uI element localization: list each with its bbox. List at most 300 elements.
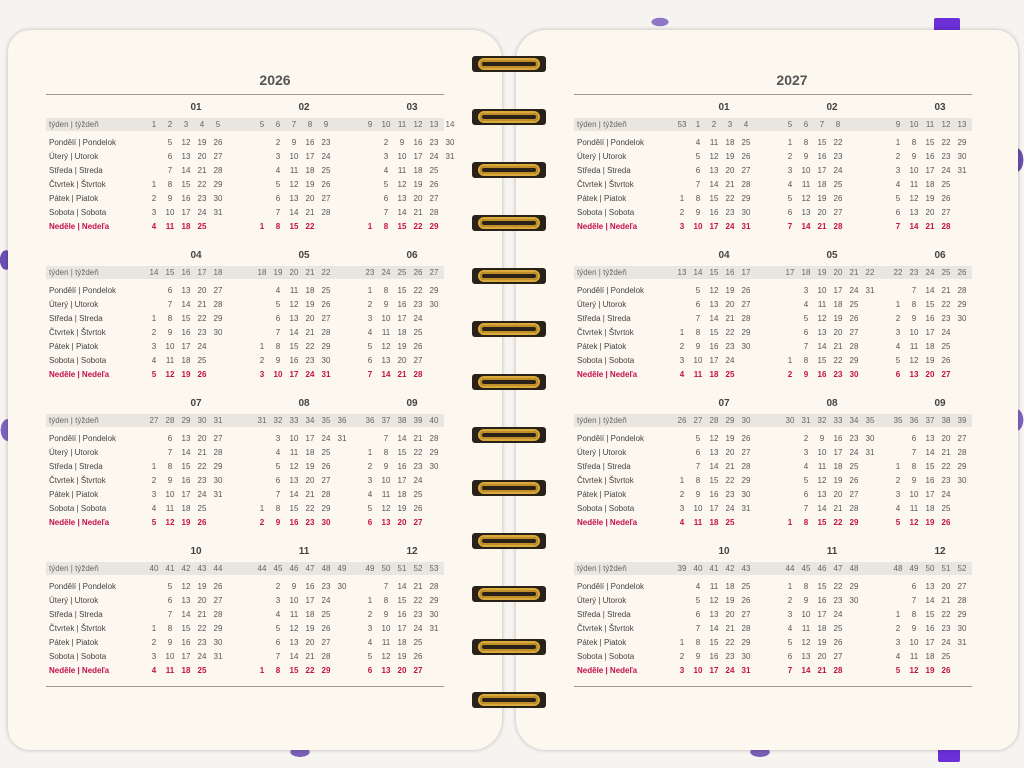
day-cell: 28 — [833, 666, 843, 675]
day-cell: 23 — [725, 208, 735, 217]
day-cell: 23 — [197, 638, 207, 647]
day-cell: 17 — [305, 152, 315, 161]
day-cell: 20 — [197, 152, 207, 161]
day-cell: 18 — [725, 138, 735, 147]
week-number: 31 — [257, 416, 267, 425]
day-cell: 27 — [833, 652, 843, 661]
day-cell: 2 — [787, 152, 793, 161]
day-cell: 7 — [911, 596, 917, 605]
day-cell: 14 — [709, 462, 719, 471]
month-number: 01 — [190, 102, 202, 113]
day-cell: 9 — [399, 138, 405, 147]
day-cell: 19 — [725, 152, 735, 161]
day-cell: 1 — [895, 462, 901, 471]
weekday-label: Pondělí | Pondelok — [577, 286, 645, 295]
week-number: 13 — [957, 120, 967, 129]
quarter-block — [46, 102, 455, 242]
day-cell: 21 — [817, 222, 827, 231]
day-cell: 3 — [275, 596, 281, 605]
week-number: 41 — [165, 564, 175, 573]
day-cell: 12 — [909, 518, 919, 527]
day-cell: 4 — [803, 462, 809, 471]
day-cell: 5 — [787, 638, 793, 647]
week-number: 26 — [413, 268, 423, 277]
day-cell: 14 — [181, 448, 191, 457]
day-cell: 14 — [181, 610, 191, 619]
day-cell: 20 — [925, 370, 935, 379]
week-number: 19 — [817, 268, 827, 277]
week-number: 43 — [741, 564, 751, 573]
binding-ring — [472, 374, 546, 390]
week-number: 30 — [197, 416, 207, 425]
day-cell: 17 — [925, 166, 935, 175]
day-cell: 21 — [725, 462, 735, 471]
week-number: 14 — [693, 268, 703, 277]
day-cell: 14 — [289, 490, 299, 499]
day-cell: 17 — [397, 476, 407, 485]
day-cell: 30 — [337, 582, 347, 591]
day-cell: 13 — [381, 666, 391, 675]
day-cell: 13 — [801, 208, 811, 217]
day-cell: 6 — [787, 208, 793, 217]
day-cell: 7 — [167, 300, 173, 309]
week-number: 33 — [289, 416, 299, 425]
week-number: 21 — [305, 268, 315, 277]
weekday-label: Pátek | Piatok — [577, 194, 627, 203]
weekday-label: Neděle | Nedeľa — [577, 222, 638, 231]
day-cell: 31 — [741, 222, 751, 231]
day-cell: 9 — [695, 342, 701, 351]
day-cell: 6 — [167, 152, 173, 161]
day-cell: 18 — [925, 652, 935, 661]
day-cell: 13 — [909, 370, 919, 379]
day-cell: 24 — [725, 222, 735, 231]
day-cell: 13 — [817, 328, 827, 337]
day-cell: 3 — [679, 222, 685, 231]
day-cell: 12 — [709, 152, 719, 161]
day-cell: 23 — [321, 582, 331, 591]
day-cell: 7 — [787, 666, 793, 675]
day-cell: 13 — [817, 490, 827, 499]
day-cell: 13 — [925, 434, 935, 443]
day-cell: 25 — [741, 138, 751, 147]
week-number: 19 — [273, 268, 283, 277]
day-cell: 4 — [367, 490, 373, 499]
day-cell: 29 — [849, 582, 859, 591]
week-number: 35 — [865, 416, 875, 425]
day-cell: 1 — [367, 222, 373, 231]
weekday-label: Středa | Streda — [49, 166, 103, 175]
day-cell: 28 — [849, 342, 859, 351]
day-cell: 15 — [817, 138, 827, 147]
day-cell: 17 — [925, 328, 935, 337]
day-cell: 8 — [383, 222, 389, 231]
day-cell: 18 — [709, 518, 719, 527]
week-row-label: týden | týždeň — [577, 268, 627, 277]
day-cell: 22 — [197, 624, 207, 633]
binding-ring — [472, 162, 546, 178]
week-number: 9 — [323, 120, 329, 129]
day-cell: 4 — [275, 448, 281, 457]
ring-wire-inner — [480, 325, 538, 333]
week-number: 42 — [725, 564, 735, 573]
day-cell: 8 — [803, 518, 809, 527]
ring-wire-inner — [480, 60, 538, 68]
day-cell: 31 — [213, 652, 223, 661]
week-number: 51 — [397, 564, 407, 573]
day-cell: 22 — [833, 518, 843, 527]
day-cell: 30 — [741, 342, 751, 351]
day-cell: 13 — [181, 286, 191, 295]
day-cell: 28 — [833, 222, 843, 231]
day-cell: 29 — [429, 286, 439, 295]
month-number: 01 — [718, 102, 730, 113]
day-cell: 25 — [725, 370, 735, 379]
weekday-label: Sobota | Sobota — [577, 208, 635, 217]
day-cell: 13 — [289, 476, 299, 485]
week-number: 41 — [709, 564, 719, 573]
day-cell: 30 — [957, 624, 967, 633]
month-number: 10 — [718, 546, 730, 557]
day-cell: 2 — [259, 518, 265, 527]
day-cell: 25 — [725, 518, 735, 527]
day-cell: 23 — [833, 596, 843, 605]
day-cell: 15 — [397, 596, 407, 605]
day-cell: 16 — [305, 138, 315, 147]
day-cell: 3 — [803, 448, 809, 457]
week-row-label: týden | týždeň — [577, 564, 627, 573]
day-cell: 12 — [397, 180, 407, 189]
day-cell: 7 — [787, 222, 793, 231]
week-number: 8 — [307, 120, 313, 129]
day-cell: 11 — [909, 652, 919, 661]
day-cell: 28 — [213, 610, 223, 619]
week-number: 49 — [337, 564, 347, 573]
day-cell: 19 — [725, 596, 735, 605]
day-cell: 7 — [275, 208, 281, 217]
day-cell: 12 — [709, 434, 719, 443]
week-number: 45 — [801, 564, 811, 573]
weekday-label: Pondělí | Pondelok — [577, 138, 645, 147]
day-cell: 27 — [321, 314, 331, 323]
day-cell: 26 — [413, 652, 423, 661]
day-cell: 3 — [895, 638, 901, 647]
weekday-label: Pondělí | Pondelok — [49, 138, 117, 147]
day-cell: 26 — [321, 180, 331, 189]
day-cell: 24 — [941, 490, 951, 499]
week-number: 39 — [677, 564, 687, 573]
day-cell: 27 — [741, 448, 751, 457]
week-number: 35 — [893, 416, 903, 425]
day-cell: 30 — [957, 314, 967, 323]
day-cell: 22 — [197, 180, 207, 189]
day-cell: 12 — [165, 370, 175, 379]
quarter-block — [46, 398, 444, 538]
day-cell: 15 — [817, 518, 827, 527]
day-cell: 9 — [275, 356, 281, 365]
day-cell: 30 — [741, 652, 751, 661]
weekday-label: Neděle | Nedeľa — [49, 666, 110, 675]
day-cell: 3 — [151, 652, 157, 661]
day-cell: 1 — [259, 504, 265, 513]
week-number: 47 — [833, 564, 843, 573]
day-cell: 3 — [151, 342, 157, 351]
day-cell: 26 — [321, 462, 331, 471]
day-cell: 12 — [709, 596, 719, 605]
day-cell: 14 — [801, 666, 811, 675]
day-cell: 23 — [429, 138, 439, 147]
week-number: 18 — [257, 268, 267, 277]
day-cell: 31 — [213, 490, 223, 499]
day-cell: 20 — [305, 314, 315, 323]
year-divider — [46, 94, 444, 95]
day-cell: 19 — [305, 624, 315, 633]
month-number: 12 — [406, 546, 418, 557]
binding-ring — [472, 586, 546, 602]
day-cell: 26 — [197, 518, 207, 527]
week-number: 9 — [367, 120, 373, 129]
day-cell: 20 — [397, 666, 407, 675]
day-cell: 12 — [181, 138, 191, 147]
bottom-divider — [574, 686, 972, 687]
day-cell: 15 — [397, 286, 407, 295]
day-cell: 3 — [259, 370, 265, 379]
day-cell: 12 — [165, 518, 175, 527]
year-divider — [574, 94, 972, 95]
day-cell: 29 — [321, 342, 331, 351]
day-cell: 1 — [787, 356, 793, 365]
weekday-label: Čtvrtek | Štvrtok — [577, 180, 634, 189]
day-cell: 23 — [833, 370, 843, 379]
day-cell: 28 — [213, 166, 223, 175]
day-cell: 23 — [725, 652, 735, 661]
day-cell: 14 — [397, 434, 407, 443]
week-number: 12 — [941, 120, 951, 129]
day-cell: 29 — [849, 518, 859, 527]
day-cell: 20 — [817, 208, 827, 217]
day-cell: 3 — [275, 152, 281, 161]
quarter-block — [46, 546, 444, 686]
week-number: 17 — [785, 268, 795, 277]
week-number: 9 — [895, 120, 901, 129]
day-cell: 9 — [383, 300, 389, 309]
day-cell: 13 — [909, 208, 919, 217]
day-cell: 24 — [725, 666, 735, 675]
day-cell: 11 — [709, 582, 719, 591]
day-cell: 22 — [413, 596, 423, 605]
day-cell: 26 — [941, 194, 951, 203]
day-cell: 31 — [741, 666, 751, 675]
day-cell: 22 — [941, 138, 951, 147]
day-cell: 7 — [803, 504, 809, 513]
day-cell: 25 — [321, 448, 331, 457]
day-cell: 21 — [197, 300, 207, 309]
day-cell: 13 — [181, 434, 191, 443]
day-cell: 23 — [941, 624, 951, 633]
week-number: 12 — [413, 120, 423, 129]
day-cell: 29 — [741, 328, 751, 337]
weekday-label: Středa | Streda — [577, 314, 631, 323]
day-cell: 21 — [305, 328, 315, 337]
day-cell: 18 — [305, 166, 315, 175]
day-cell: 12 — [909, 194, 919, 203]
day-cell: 23 — [305, 518, 315, 527]
day-cell: 29 — [429, 448, 439, 457]
month-number: 11 — [298, 546, 310, 557]
day-cell: 7 — [695, 314, 701, 323]
day-cell: 8 — [383, 596, 389, 605]
day-cell: 19 — [305, 300, 315, 309]
day-cell: 3 — [679, 504, 685, 513]
day-cell: 13 — [289, 314, 299, 323]
day-cell: 6 — [695, 166, 701, 175]
day-cell: 27 — [213, 596, 223, 605]
day-cell: 8 — [275, 342, 281, 351]
week-row-label: týden | týždeň — [49, 120, 99, 129]
day-cell: 3 — [895, 166, 901, 175]
day-cell: 22 — [833, 582, 843, 591]
day-cell: 22 — [413, 286, 423, 295]
week-number: 5 — [259, 120, 265, 129]
day-cell: 30 — [741, 490, 751, 499]
day-cell: 23 — [197, 476, 207, 485]
day-cell: 8 — [803, 356, 809, 365]
day-cell: 4 — [895, 652, 901, 661]
day-cell: 29 — [849, 356, 859, 365]
day-cell: 9 — [291, 138, 297, 147]
day-cell: 30 — [213, 638, 223, 647]
week-number: 38 — [397, 416, 407, 425]
day-cell: 7 — [695, 624, 701, 633]
week-number: 44 — [785, 564, 795, 573]
day-cell: 21 — [941, 448, 951, 457]
week-number: 17 — [741, 268, 751, 277]
week-number: 16 — [725, 268, 735, 277]
day-cell: 28 — [957, 596, 967, 605]
day-cell: 15 — [709, 638, 719, 647]
day-cell: 24 — [941, 166, 951, 175]
day-cell: 25 — [413, 490, 423, 499]
day-cell: 16 — [413, 138, 423, 147]
day-cell: 4 — [275, 610, 281, 619]
day-cell: 13 — [181, 152, 191, 161]
day-cell: 13 — [709, 166, 719, 175]
day-cell: 14 — [289, 652, 299, 661]
day-cell: 26 — [941, 356, 951, 365]
day-cell: 1 — [151, 314, 157, 323]
day-cell: 3 — [151, 208, 157, 217]
day-cell: 3 — [895, 490, 901, 499]
day-cell: 26 — [741, 596, 751, 605]
week-number: 42 — [181, 564, 191, 573]
day-cell: 1 — [367, 286, 373, 295]
day-cell: 2 — [151, 328, 157, 337]
day-cell: 28 — [213, 300, 223, 309]
week-number: 40 — [149, 564, 159, 573]
day-cell: 3 — [275, 434, 281, 443]
binding-ring — [472, 56, 546, 72]
day-cell: 21 — [925, 222, 935, 231]
day-cell: 27 — [213, 286, 223, 295]
day-cell: 18 — [397, 638, 407, 647]
day-cell: 10 — [165, 208, 175, 217]
week-number: 20 — [289, 268, 299, 277]
day-cell: 13 — [181, 596, 191, 605]
day-cell: 24 — [321, 596, 331, 605]
day-cell: 21 — [817, 666, 827, 675]
day-cell: 24 — [197, 490, 207, 499]
day-cell: 27 — [413, 666, 423, 675]
weekday-label: Středa | Streda — [577, 462, 631, 471]
day-cell: 17 — [305, 434, 315, 443]
day-cell: 21 — [725, 314, 735, 323]
binding-ring — [472, 533, 546, 549]
day-cell: 10 — [817, 448, 827, 457]
day-cell: 14 — [801, 222, 811, 231]
day-cell: 25 — [197, 666, 207, 675]
day-cell: 26 — [197, 370, 207, 379]
day-cell: 30 — [741, 208, 751, 217]
day-cell: 2 — [787, 370, 793, 379]
week-number: 38 — [941, 416, 951, 425]
day-cell: 6 — [787, 652, 793, 661]
day-cell: 12 — [709, 286, 719, 295]
week-number: 45 — [273, 564, 283, 573]
day-cell: 26 — [413, 342, 423, 351]
day-cell: 16 — [817, 370, 827, 379]
quarter-block — [574, 398, 972, 538]
day-cell: 7 — [895, 222, 901, 231]
week-number: 20 — [833, 268, 843, 277]
day-cell: 28 — [321, 328, 331, 337]
week-number: 34 — [305, 416, 315, 425]
day-cell: 8 — [803, 582, 809, 591]
weekday-label: Pondělí | Pondelok — [49, 434, 117, 443]
weekday-label: Pátek | Piatok — [49, 194, 99, 203]
day-cell: 23 — [413, 610, 423, 619]
day-cell: 1 — [679, 328, 685, 337]
month-number: 02 — [826, 102, 838, 113]
day-cell: 20 — [817, 652, 827, 661]
week-number: 25 — [397, 268, 407, 277]
day-cell: 22 — [197, 314, 207, 323]
day-cell: 11 — [801, 624, 811, 633]
weekday-label: Pátek | Piatok — [577, 638, 627, 647]
day-cell: 6 — [275, 476, 281, 485]
day-cell: 10 — [381, 624, 391, 633]
day-cell: 15 — [181, 180, 191, 189]
day-cell: 16 — [925, 476, 935, 485]
day-cell: 27 — [941, 208, 951, 217]
day-cell: 16 — [817, 152, 827, 161]
day-cell: 5 — [151, 518, 157, 527]
day-cell: 18 — [305, 286, 315, 295]
day-cell: 22 — [833, 138, 843, 147]
binding-ring — [472, 109, 546, 125]
day-cell: 2 — [679, 342, 685, 351]
day-cell: 17 — [925, 638, 935, 647]
week-row-label: týden | týždeň — [577, 416, 627, 425]
day-cell: 17 — [181, 490, 191, 499]
day-cell: 12 — [289, 624, 299, 633]
day-cell: 24 — [725, 356, 735, 365]
day-cell: 30 — [957, 476, 967, 485]
day-cell: 7 — [911, 448, 917, 457]
day-cell: 15 — [289, 222, 299, 231]
day-cell: 13 — [709, 610, 719, 619]
day-cell: 15 — [289, 504, 299, 513]
day-cell: 11 — [165, 666, 175, 675]
